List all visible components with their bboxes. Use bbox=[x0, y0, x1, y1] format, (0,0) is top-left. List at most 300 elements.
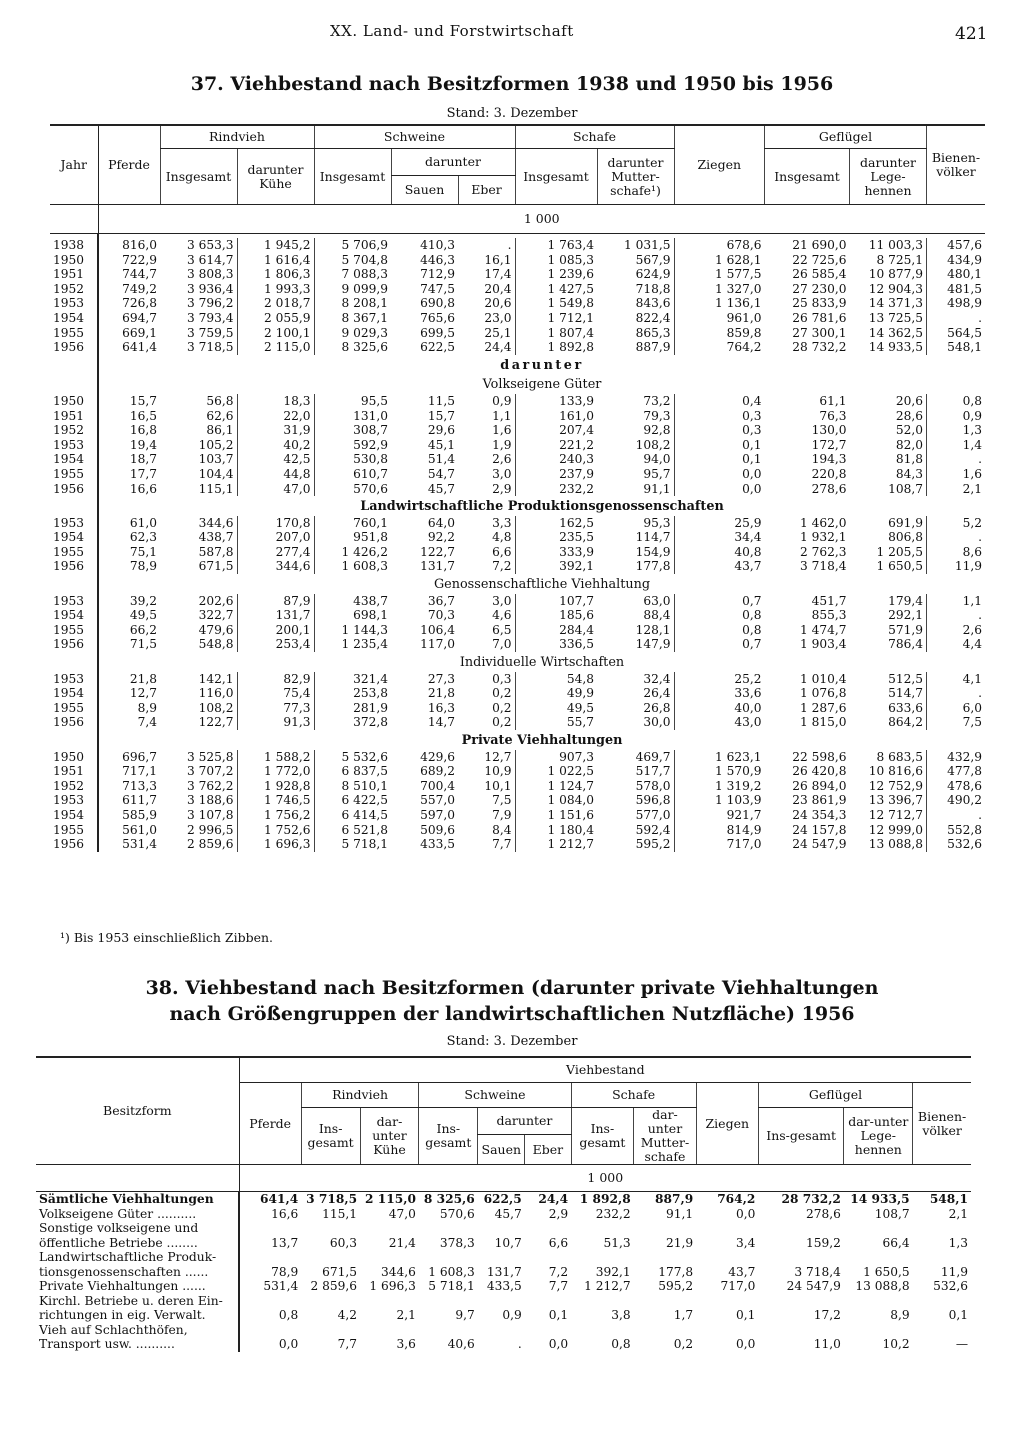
value-cell: 1 031,5 bbox=[623, 238, 671, 252]
value-cell: 5 706,9 bbox=[314, 238, 391, 253]
value-cell: 0,4 bbox=[674, 394, 765, 409]
value-cell: 194,3 bbox=[811, 452, 847, 467]
value-cell: 13 725,5 bbox=[868, 310, 923, 325]
value-cell: 0,1 bbox=[674, 452, 765, 467]
value-cell: 30,0 bbox=[643, 715, 671, 730]
value-cell: 62,3 bbox=[129, 530, 157, 545]
value-cell: 159,2 bbox=[806, 1235, 841, 1250]
value-cell: 88,4 bbox=[643, 608, 671, 623]
value-cell: 7,7 bbox=[492, 837, 512, 852]
value-cell: 548,1 bbox=[929, 1192, 968, 1206]
year-cell: 1955 bbox=[50, 545, 98, 560]
value-cell: 1,4 bbox=[927, 438, 986, 453]
value-cell: 548,8 bbox=[198, 637, 234, 652]
value-cell: 3 718,4 bbox=[799, 559, 847, 574]
value-cell: 25,1 bbox=[484, 325, 512, 340]
value-cell: 561,0 bbox=[122, 822, 157, 837]
value-cell: 18,7 bbox=[129, 452, 157, 467]
value-cell: 0,1 bbox=[948, 1308, 968, 1322]
value-cell: 921,7 bbox=[674, 808, 765, 823]
value-cell: 498,9 bbox=[927, 296, 986, 311]
value-cell: 6,5 bbox=[492, 622, 512, 637]
value-cell: 597,0 bbox=[420, 807, 455, 822]
value-cell: 1 136,1 bbox=[674, 296, 765, 311]
value-cell: 1 124,7 bbox=[515, 779, 597, 794]
value-cell: 1 427,5 bbox=[515, 282, 597, 297]
section-header-row bbox=[50, 496, 985, 516]
value-cell: 8 683,5 bbox=[876, 749, 923, 764]
table-row bbox=[50, 282, 985, 297]
col-legehennen: darunter Lege-hennen bbox=[850, 149, 927, 205]
row-label: Sämtliche Viehhaltungen bbox=[36, 1192, 239, 1207]
unit38-label: 1 000 bbox=[239, 1165, 971, 1192]
row-label: Private Viehhaltungen ...... bbox=[36, 1279, 239, 1294]
value-cell: 717,0 bbox=[720, 1279, 756, 1293]
value-cell: 8 325,6 bbox=[314, 340, 391, 355]
year-cell: 1955 bbox=[50, 467, 98, 482]
col38-schw-insgesamt: Ins-gesamt bbox=[419, 1108, 478, 1165]
value-cell: 1 239,6 bbox=[515, 267, 597, 282]
value-cell: 321,4 bbox=[314, 672, 391, 687]
value-cell: 45,1 bbox=[427, 437, 455, 452]
table37-stand: Stand: 3. Dezember bbox=[446, 106, 578, 121]
value-cell: 8,4 bbox=[492, 822, 512, 837]
col-schweine: Schweine bbox=[314, 125, 515, 149]
value-cell: 91,1 bbox=[643, 481, 671, 496]
value-cell: 21 690,0 bbox=[792, 238, 847, 252]
value-cell: 0,0 bbox=[735, 1206, 756, 1221]
value-cell: 622,5 bbox=[420, 340, 455, 355]
table-row bbox=[50, 701, 985, 716]
value-cell: 25,9 bbox=[674, 516, 765, 531]
table-row bbox=[50, 452, 985, 467]
value-cell: 3,4 bbox=[735, 1235, 756, 1250]
value-cell: 26 781,6 bbox=[792, 310, 847, 325]
unit-label: 1 000 bbox=[98, 205, 985, 234]
value-cell: 24 354,3 bbox=[792, 807, 847, 822]
col-bienen: Bienen-völker bbox=[927, 125, 986, 205]
value-cell: 128,1 bbox=[635, 622, 671, 637]
value-cell: 6,6 bbox=[492, 544, 512, 559]
year-cell: 1954 bbox=[50, 608, 98, 623]
value-cell: 177,8 bbox=[658, 1264, 694, 1279]
value-cell: 284,4 bbox=[515, 623, 597, 638]
year-cell: 1956 bbox=[50, 715, 98, 730]
value-cell: 54,8 bbox=[515, 672, 597, 687]
value-cell: 71,5 bbox=[129, 637, 157, 652]
table-row bbox=[50, 467, 985, 482]
value-cell: 87,9 bbox=[237, 594, 314, 609]
table38-title-line2: nach Größengruppen der landwirtschaftlichen Nutzfläche) 1956 bbox=[169, 1003, 855, 1025]
value-cell: 1 474,7 bbox=[799, 622, 847, 637]
value-cell: 3,0 bbox=[492, 593, 512, 608]
value-cell: 6 414,5 bbox=[314, 808, 391, 823]
value-cell: 114,7 bbox=[635, 530, 671, 545]
value-cell: 2,1 bbox=[927, 482, 986, 497]
value-cell: 961,0 bbox=[674, 311, 765, 326]
value-cell: 1 650,5 bbox=[876, 559, 923, 574]
value-cell: 92,2 bbox=[427, 530, 455, 545]
value-cell: 392,1 bbox=[515, 559, 597, 574]
year-cell: 1953 bbox=[50, 296, 98, 311]
value-cell: 0,1 bbox=[548, 1308, 569, 1322]
value-cell: 55,7 bbox=[515, 715, 597, 730]
value-cell: 22,0 bbox=[237, 409, 314, 424]
value-cell: 1 426,2 bbox=[314, 545, 391, 560]
value-cell: 641,4 bbox=[122, 340, 157, 355]
value-cell: 3 188,6 bbox=[186, 793, 234, 808]
value-cell: 54,7 bbox=[427, 466, 455, 481]
value-cell: 19,4 bbox=[129, 437, 157, 452]
value-cell: 75,1 bbox=[129, 544, 157, 559]
value-cell: 451,7 bbox=[811, 593, 847, 608]
value-cell: 585,9 bbox=[122, 807, 157, 822]
value-cell: . bbox=[507, 238, 512, 252]
value-cell: 7,9 bbox=[492, 807, 512, 822]
value-cell: 253,8 bbox=[314, 686, 391, 701]
value-cell: 104,4 bbox=[198, 466, 234, 481]
value-cell: 56,8 bbox=[206, 393, 234, 408]
value-cell: 10,9 bbox=[484, 764, 512, 779]
col38-sauen: Sauen bbox=[478, 1135, 525, 1165]
value-cell: 0,8 bbox=[674, 623, 765, 638]
value-cell: 25 833,9 bbox=[792, 296, 847, 311]
value-cell: 694,7 bbox=[122, 310, 157, 325]
value-cell: 27 300,1 bbox=[792, 325, 847, 340]
value-cell: 6,0 bbox=[927, 701, 986, 716]
value-cell: 433,5 bbox=[486, 1279, 522, 1293]
value-cell: 570,6 bbox=[439, 1206, 475, 1221]
value-cell: 40,2 bbox=[237, 438, 314, 453]
value-cell: 207,0 bbox=[237, 530, 314, 545]
table-row bbox=[50, 326, 985, 341]
value-cell: 79,3 bbox=[643, 408, 671, 423]
value-cell: 822,4 bbox=[635, 310, 671, 325]
value-cell: — bbox=[955, 1337, 968, 1351]
value-cell: 49,5 bbox=[515, 701, 597, 716]
value-cell: 16,1 bbox=[484, 252, 512, 267]
value-cell: 43,0 bbox=[674, 715, 765, 730]
value-cell: 3,8 bbox=[611, 1308, 631, 1322]
value-cell: 887,9 bbox=[655, 1192, 694, 1206]
value-cell: 17,2 bbox=[813, 1308, 841, 1322]
value-cell: 95,7 bbox=[643, 466, 671, 481]
table-row bbox=[36, 1250, 971, 1279]
value-cell: 84,3 bbox=[895, 466, 923, 481]
col-gefluegel: Geflügel bbox=[765, 125, 927, 149]
value-cell: 564,5 bbox=[927, 326, 986, 341]
year-cell: 1955 bbox=[50, 326, 98, 341]
table-row bbox=[50, 238, 985, 253]
value-cell: 10,1 bbox=[484, 778, 512, 793]
value-cell: 1 212,7 bbox=[515, 837, 597, 852]
section-prefix-row bbox=[50, 355, 985, 375]
col-rind-insgesamt: Insgesamt bbox=[160, 149, 237, 205]
value-cell: 592,4 bbox=[635, 822, 671, 837]
value-cell: 1 327,0 bbox=[674, 282, 765, 297]
value-cell: 281,9 bbox=[314, 701, 391, 716]
year-cell: 1954 bbox=[50, 686, 98, 701]
value-cell: 28,6 bbox=[895, 408, 923, 423]
value-cell: 2 055,9 bbox=[237, 311, 314, 326]
value-cell: 12 752,9 bbox=[868, 778, 923, 793]
value-cell: 15,7 bbox=[427, 408, 455, 423]
table-row bbox=[50, 715, 985, 730]
value-cell: 587,8 bbox=[198, 544, 234, 559]
value-cell: 22 725,6 bbox=[792, 252, 847, 267]
value-cell: 548,1 bbox=[927, 340, 986, 355]
table-row bbox=[36, 1279, 971, 1294]
value-cell: 0,2 bbox=[492, 715, 512, 730]
value-cell: 278,6 bbox=[806, 1206, 841, 1221]
value-cell: 3,6 bbox=[396, 1337, 416, 1351]
value-cell: 8,9 bbox=[890, 1308, 910, 1322]
row-label: Volkseigene Güter .......... bbox=[36, 1207, 239, 1222]
value-cell: 690,8 bbox=[420, 296, 455, 311]
value-cell: 7,7 bbox=[548, 1279, 569, 1293]
col-mutterschafe: darunter Mutter-schafe¹) bbox=[597, 149, 674, 205]
value-cell: 2 859,6 bbox=[310, 1279, 358, 1293]
value-cell: 1 756,2 bbox=[237, 808, 314, 823]
value-cell: 712,9 bbox=[420, 267, 455, 282]
year-cell: 1956 bbox=[50, 559, 98, 574]
value-cell: 432,9 bbox=[927, 750, 986, 765]
value-cell: 1,7 bbox=[673, 1308, 694, 1322]
value-cell: 27 230,0 bbox=[792, 281, 847, 296]
value-cell: 1 903,4 bbox=[799, 637, 847, 652]
value-cell: 814,9 bbox=[674, 823, 765, 838]
value-cell: 177,8 bbox=[635, 559, 671, 574]
value-cell: 596,8 bbox=[635, 793, 671, 808]
value-cell: 200,1 bbox=[237, 623, 314, 638]
value-cell: 1 570,9 bbox=[674, 764, 765, 779]
value-cell: 641,4 bbox=[260, 1192, 299, 1206]
value-cell: 764,2 bbox=[717, 1192, 756, 1206]
table38-title-line1: 38. Viehbestand nach Besitzformen (darunter private Viehhaltungen bbox=[145, 977, 879, 999]
value-cell: 26,4 bbox=[643, 686, 671, 701]
table-row bbox=[36, 1192, 971, 1207]
table-row bbox=[50, 530, 985, 545]
value-cell: 610,7 bbox=[314, 467, 391, 482]
value-cell: 1 696,3 bbox=[237, 837, 314, 852]
value-cell: . bbox=[927, 608, 986, 623]
year-cell: 1938 bbox=[50, 238, 98, 253]
value-cell: 12 999,0 bbox=[868, 822, 923, 837]
value-cell: 1 549,8 bbox=[515, 296, 597, 311]
year-cell: 1952 bbox=[50, 423, 98, 438]
value-cell: 7,5 bbox=[927, 715, 986, 730]
value-cell: . bbox=[927, 530, 986, 545]
value-cell: 78,9 bbox=[271, 1264, 299, 1279]
value-cell: 47,0 bbox=[237, 482, 314, 497]
value-cell: . bbox=[927, 311, 986, 326]
year-cell: 1952 bbox=[50, 779, 98, 794]
value-cell: 24,4 bbox=[484, 340, 512, 355]
value-cell: 0,0 bbox=[278, 1337, 299, 1351]
value-cell: 0,2 bbox=[673, 1337, 694, 1351]
section-title: Private Viehhaltungen bbox=[461, 733, 623, 748]
table-row bbox=[50, 637, 985, 652]
value-cell: 689,2 bbox=[420, 764, 455, 779]
value-cell: 26 585,4 bbox=[792, 267, 847, 282]
col38-pferde: Pferde bbox=[239, 1083, 301, 1165]
year-cell: 1954 bbox=[50, 808, 98, 823]
value-cell: 0,0 bbox=[674, 467, 765, 482]
col-schw-insgesamt: Insgesamt bbox=[314, 149, 391, 205]
value-cell: 10 816,6 bbox=[868, 764, 923, 779]
value-cell: 179,4 bbox=[888, 593, 923, 608]
value-cell: 530,8 bbox=[314, 452, 391, 467]
value-cell: 20,4 bbox=[484, 281, 512, 296]
value-cell: 570,6 bbox=[314, 482, 391, 497]
value-cell: 221,2 bbox=[515, 438, 597, 453]
value-cell: 107,7 bbox=[515, 594, 597, 609]
value-cell: 13 088,8 bbox=[855, 1279, 910, 1293]
value-cell: 5 704,8 bbox=[314, 253, 391, 268]
value-cell: 66,4 bbox=[882, 1235, 910, 1250]
value-cell: 514,7 bbox=[888, 686, 923, 701]
value-cell: 1 772,0 bbox=[237, 764, 314, 779]
value-cell: 378,3 bbox=[439, 1235, 475, 1250]
value-cell: 202,6 bbox=[198, 593, 234, 608]
value-cell: 700,4 bbox=[420, 778, 455, 793]
value-cell: 16,8 bbox=[129, 423, 157, 438]
value-cell: 8 325,6 bbox=[423, 1192, 475, 1206]
value-cell: 717,0 bbox=[674, 837, 765, 852]
value-cell: 235,5 bbox=[515, 530, 597, 545]
value-cell: 16,6 bbox=[129, 481, 157, 496]
value-cell: 786,4 bbox=[888, 637, 923, 652]
value-cell: 7 088,3 bbox=[314, 267, 391, 282]
col-eber: Eber bbox=[458, 176, 515, 205]
col38-ziegen: Ziegen bbox=[696, 1083, 758, 1165]
value-cell: 292,1 bbox=[888, 608, 923, 623]
value-cell: 859,8 bbox=[674, 326, 765, 341]
section-header-row bbox=[50, 374, 985, 394]
value-cell: 1 076,8 bbox=[799, 686, 847, 701]
value-cell: 5 718,1 bbox=[314, 837, 391, 852]
value-cell: 4,1 bbox=[927, 672, 986, 687]
year-cell: 1950 bbox=[50, 394, 98, 409]
value-cell: 95,5 bbox=[314, 394, 391, 409]
value-cell: 10,2 bbox=[882, 1337, 910, 1351]
value-cell: 344,6 bbox=[381, 1264, 416, 1279]
value-cell: 92,8 bbox=[643, 423, 671, 438]
value-cell: 25,2 bbox=[674, 672, 765, 687]
value-cell: 557,0 bbox=[420, 793, 455, 808]
value-cell: . bbox=[517, 1337, 522, 1351]
value-cell: 73,2 bbox=[643, 393, 671, 408]
table-row bbox=[50, 296, 985, 311]
value-cell: 1 696,3 bbox=[369, 1279, 416, 1293]
col38-gefl-insgesamt: Ins-gesamt bbox=[758, 1108, 844, 1165]
row-label: Kirchl. Betriebe u. deren Ein-richtungen in eig. Verwalt. bbox=[36, 1294, 239, 1323]
value-cell: 0,3 bbox=[674, 423, 765, 438]
value-cell: 765,6 bbox=[420, 310, 455, 325]
value-cell: 15,7 bbox=[129, 393, 157, 408]
value-cell: 3 718,4 bbox=[794, 1264, 841, 1279]
value-cell: 26,8 bbox=[643, 700, 671, 715]
value-cell: 1,6 bbox=[492, 423, 512, 438]
section-title: Landwirtschaftliche Produktionsgenossenschaften bbox=[360, 499, 724, 515]
value-cell: 24 547,9 bbox=[792, 837, 847, 852]
value-cell: 552,8 bbox=[927, 823, 986, 838]
section-title: Genossenschaftliche Viehhaltung bbox=[433, 577, 651, 593]
value-cell: 865,3 bbox=[635, 325, 671, 340]
col-rindvieh: Rindvieh bbox=[160, 125, 314, 149]
value-cell: 61,0 bbox=[129, 515, 157, 530]
table-row bbox=[50, 267, 985, 282]
value-cell: . bbox=[927, 808, 986, 823]
table-row bbox=[50, 608, 985, 623]
section-header-row bbox=[50, 652, 985, 672]
footnote: ¹) Bis 1953 einschließlich Zibben. bbox=[60, 930, 274, 945]
value-cell: 20,6 bbox=[895, 393, 923, 408]
value-cell: 3 759,5 bbox=[186, 325, 234, 340]
value-cell: 1 588,2 bbox=[237, 750, 314, 765]
value-cell: 11,0 bbox=[813, 1337, 841, 1351]
value-cell: 457,6 bbox=[927, 238, 986, 253]
row-label: Sonstige volkseigene und öffentliche Betriebe ........ bbox=[36, 1221, 239, 1250]
table-row bbox=[50, 672, 985, 687]
value-cell: 91,3 bbox=[237, 715, 314, 730]
value-cell: 1 084,0 bbox=[515, 793, 597, 808]
value-cell: 480,1 bbox=[927, 267, 986, 282]
value-cell: 31,9 bbox=[237, 423, 314, 438]
value-cell: 14 933,5 bbox=[868, 340, 923, 355]
col-pferde: Pferde bbox=[98, 125, 160, 205]
table-row bbox=[36, 1221, 971, 1250]
value-cell: 8,6 bbox=[927, 545, 986, 560]
value-cell: . bbox=[927, 686, 986, 701]
value-cell: 8 208,1 bbox=[314, 296, 391, 311]
table-row bbox=[36, 1207, 971, 1222]
value-cell: 1 806,3 bbox=[237, 267, 314, 282]
value-cell: 94,0 bbox=[643, 452, 671, 467]
value-cell: 45,7 bbox=[494, 1206, 522, 1221]
value-cell: 277,4 bbox=[237, 545, 314, 560]
value-cell: 76,3 bbox=[819, 408, 847, 423]
value-cell: 51,3 bbox=[603, 1235, 631, 1250]
value-cell: 344,6 bbox=[237, 559, 314, 574]
chapter-title: XX. Land- und Forstwirtschaft bbox=[330, 22, 574, 40]
year-cell: 1950 bbox=[50, 253, 98, 268]
value-cell: 1,3 bbox=[948, 1235, 968, 1250]
section-header-row bbox=[50, 730, 985, 750]
value-cell: 2 115,0 bbox=[237, 340, 314, 355]
value-cell: 0,1 bbox=[735, 1308, 756, 1322]
value-cell: 760,1 bbox=[314, 516, 391, 531]
value-cell: 108,2 bbox=[635, 437, 671, 452]
value-cell: 253,4 bbox=[237, 637, 314, 652]
value-cell: 744,7 bbox=[122, 267, 157, 282]
value-cell: 7,2 bbox=[492, 559, 512, 574]
value-cell: 2,9 bbox=[492, 481, 512, 496]
value-cell: 62,6 bbox=[206, 408, 234, 423]
value-cell: 3,0 bbox=[492, 466, 512, 481]
col-schafe: Schafe bbox=[515, 125, 674, 149]
section-header-row bbox=[50, 574, 985, 594]
value-cell: 28 732,2 bbox=[792, 340, 847, 355]
value-cell: 11,5 bbox=[427, 393, 455, 408]
value-cell: 434,9 bbox=[927, 253, 986, 268]
value-cell: 27,3 bbox=[427, 671, 455, 686]
value-cell: 1 993,3 bbox=[237, 282, 314, 297]
value-cell: 116,0 bbox=[198, 686, 234, 701]
value-cell: 122,7 bbox=[198, 715, 234, 730]
value-cell: 531,4 bbox=[122, 837, 157, 852]
value-cell: 14,7 bbox=[427, 715, 455, 730]
